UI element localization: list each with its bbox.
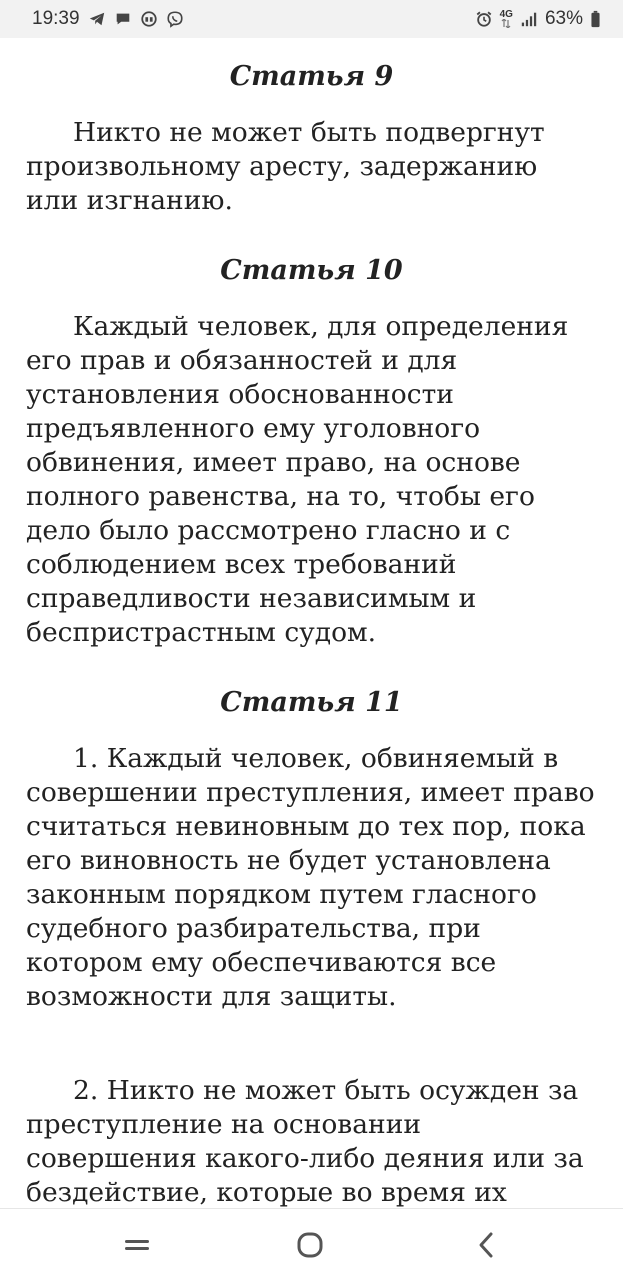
battery-icon — [590, 10, 601, 28]
status-time: 19:39 — [32, 8, 80, 29]
alarm-icon — [475, 10, 493, 28]
article-11-title: Статья 11 — [220, 687, 403, 718]
recent-apps-icon — [122, 1234, 152, 1256]
headset-icon — [140, 10, 158, 28]
article-9-paragraph: Никто не может быть подвергнут произвольному аресту, задержанию или изгнанию. — [26, 117, 545, 216]
recent-apps-button[interactable] — [115, 1223, 159, 1267]
article-content[interactable] — [0, 38, 623, 1208]
signal-icon — [520, 10, 538, 28]
navigation-bar — [0, 1208, 623, 1280]
home-button[interactable] — [288, 1223, 332, 1267]
article-11-paragraph-1: 1. Каждый человек, обвиняемый в совершении преступления, имеет право считаться невиновным до тех пор, пока его виновность не будет установлена законным порядком путем гласного судебного разбирательства, при котором ему обеспечиваются все возможности для защиты. — [26, 743, 595, 1012]
article-11-paragraph-2: 2. Никто не может быть осужден за преступление на основании совершения какого-либо деяния или за бездействие, которые во время их — [26, 1075, 584, 1208]
network-type: 4G — [499, 9, 513, 20]
article-10-paragraph: Каждый человек, для определения его прав и обязанностей и для установления обоснованности предъявленного ему уголовного обвинения, имеет право, на основе полного равенства, на то, чтобы его дело было рассмотрено гласно и с соблюдением всех требований справедливости независимым и беспристрастным судом. — [26, 311, 569, 648]
article-9-title: Статья 9 — [229, 61, 394, 92]
status-right — [475, 8, 601, 30]
back-icon — [475, 1230, 497, 1260]
home-icon — [295, 1230, 325, 1260]
message-icon — [114, 10, 132, 28]
status-bar — [0, 0, 623, 38]
article-10-title: Статья 10 — [220, 255, 403, 286]
status-left — [32, 8, 184, 30]
network-icon — [500, 10, 513, 28]
back-button[interactable] — [464, 1223, 508, 1267]
viber-icon — [166, 10, 184, 28]
telegram-icon — [88, 10, 106, 28]
battery-percent: 63% — [544, 8, 583, 29]
